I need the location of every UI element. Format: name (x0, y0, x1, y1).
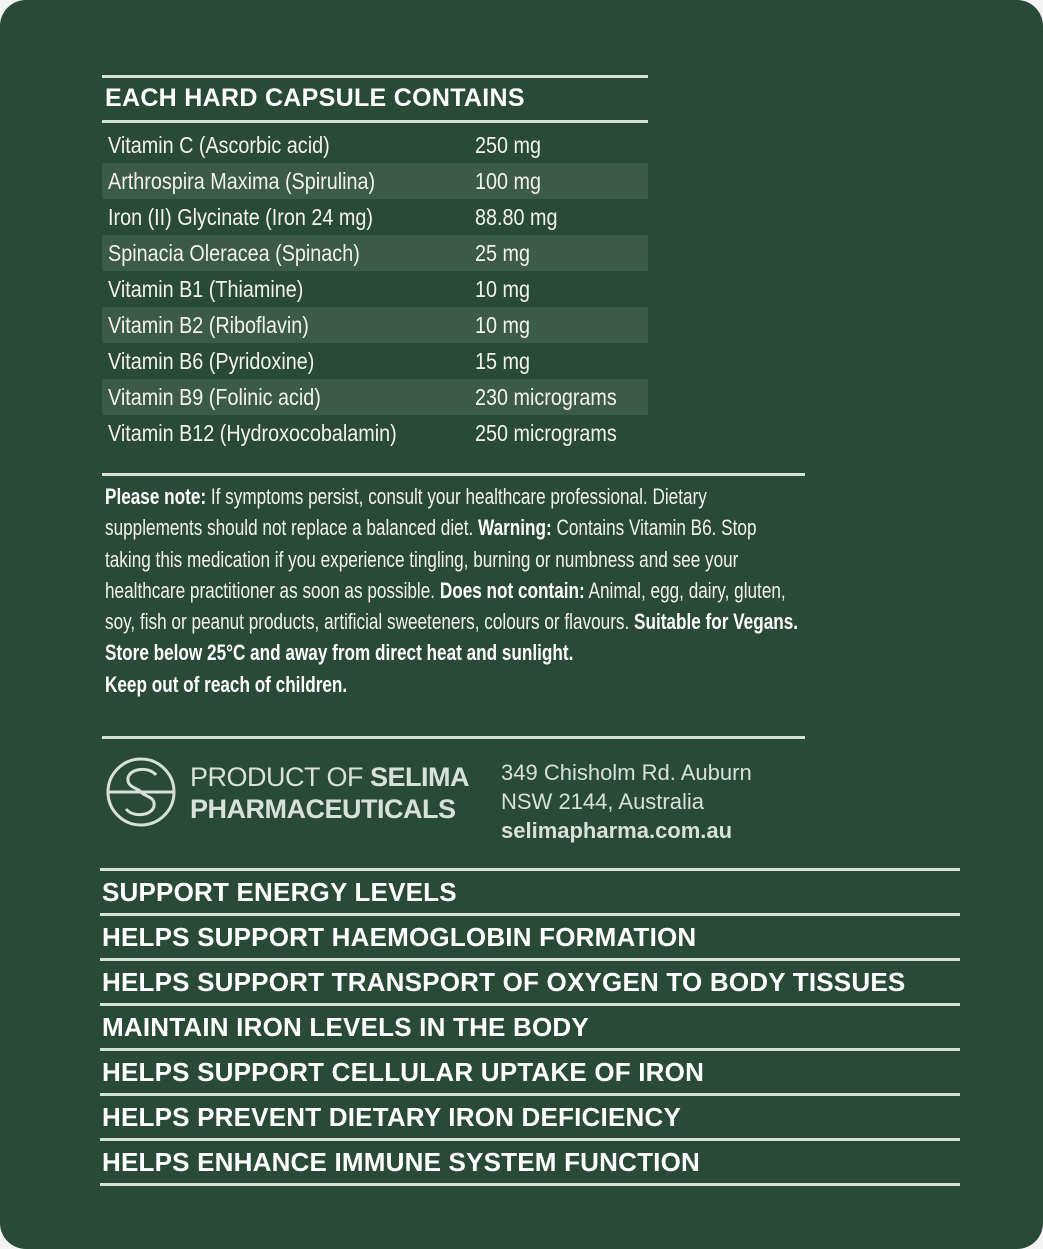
website-link: selimapharma.com.au (501, 818, 733, 843)
ingredient-name: Iron (II) Glycinate (Iron 24 mg) (108, 203, 373, 230)
divider (102, 473, 805, 476)
ingredient-amount: 25 mg (475, 239, 530, 266)
ingredient-amount: 10 mg (475, 311, 530, 338)
does-not-contain-label: Does not contain: (439, 577, 585, 603)
claim-item: HELPS PREVENT DIETARY IRON DEFICIENCY (100, 1093, 960, 1138)
ingredient-name: Vitamin B6 (Pyridoxine) (108, 347, 315, 374)
ingredient-row (102, 235, 648, 271)
ingredient-row (102, 199, 648, 235)
ingredient-name: Arthrospira Maxima (Spirulina) (108, 167, 376, 194)
does-not-contain-text: Animal, egg, dairy, gluten, soy, fish or peanut products, artificial sweeteners, colours or flavours. (105, 577, 786, 635)
ingredient-row (102, 415, 648, 451)
ingredient-amount: 10 mg (475, 275, 530, 302)
ingredient-name: Vitamin B1 (Thiamine) (108, 275, 304, 302)
divider (100, 1183, 960, 1186)
ingredient-name: Vitamin B12 (Hydroxocobalamin) (108, 419, 397, 446)
claim-item: HELPS ENHANCE IMMUNE SYSTEM FUNCTION (100, 1138, 960, 1183)
please-note-text: If symptoms persist, consult your healthcare professional. Dietary supplements should not replace a balanced diet. (105, 484, 707, 541)
claim-item: MAINTAIN IRON LEVELS IN THE BODY (100, 1003, 960, 1048)
ingredient-amount: 88.80 mg (475, 203, 558, 230)
ingredient-amount: 15 mg (475, 347, 530, 374)
storage-statement: Store below 25°C and away from direct heat and sunlight. (105, 640, 574, 666)
claim-item: HELPS SUPPORT HAEMOGLOBIN FORMATION (100, 913, 960, 958)
ingredient-name: Vitamin B9 (Folinic acid) (108, 383, 321, 410)
please-note-label: Please note: (105, 484, 207, 509)
manufacturer-suffix: PHARMACEUTICALS (190, 794, 456, 824)
claim-item: SUPPORT ENERGY LEVELS (100, 868, 960, 913)
ingredient-row (102, 379, 648, 415)
selima-logo-icon (104, 755, 178, 829)
manufacturer-brand: SELIMA (370, 762, 470, 792)
ingredient-amount: 250 micrograms (475, 419, 617, 446)
manufacturer-name (190, 761, 469, 825)
address-line: NSW 2144, Australia (501, 789, 704, 814)
ingredient-row (102, 343, 648, 379)
section-title: EACH HARD CAPSULE CONTAINS (105, 84, 525, 112)
ingredient-amount: 230 micrograms (475, 383, 617, 410)
claim-item: HELPS SUPPORT TRANSPORT OF OXYGEN TO BODY TISSUES (100, 958, 960, 1003)
manufacturer-block (104, 755, 804, 843)
ingredient-name: Vitamin C (Ascorbic acid) (108, 131, 330, 158)
ingredient-row (102, 163, 648, 199)
ingredient-row (102, 307, 648, 343)
claim-item: HELPS SUPPORT CELLULAR UPTAKE OF IRON (100, 1048, 960, 1093)
divider (102, 736, 805, 739)
ingredient-name: Spinacia Oleracea (Spinach) (108, 239, 360, 266)
ingredients-table (102, 127, 648, 451)
manufacturer-prefix: PRODUCT OF (190, 762, 371, 792)
vegan-statement: Suitable for Vegans. (634, 609, 799, 635)
children-warning: Keep out of reach of children. (105, 671, 348, 697)
divider (102, 120, 648, 123)
divider (102, 75, 648, 78)
ingredient-amount: 250 mg (475, 131, 541, 158)
warning-label: Warning: (478, 515, 552, 541)
benefit-claims-list (100, 868, 960, 1186)
ingredient-name: Vitamin B2 (Riboflavin) (108, 311, 309, 338)
advisory-notes (105, 481, 807, 700)
manufacturer-address (501, 758, 752, 845)
ingredient-row (102, 127, 648, 163)
ingredient-amount: 100 mg (475, 167, 541, 194)
address-line: 349 Chisholm Rd. Auburn (501, 760, 752, 785)
warning-text: Contains Vitamin B6. Stop taking this medication if you experience tingling, burning or numbness and see your healthcare practitioner as soon as possible. (105, 515, 757, 603)
ingredient-row (102, 271, 648, 307)
